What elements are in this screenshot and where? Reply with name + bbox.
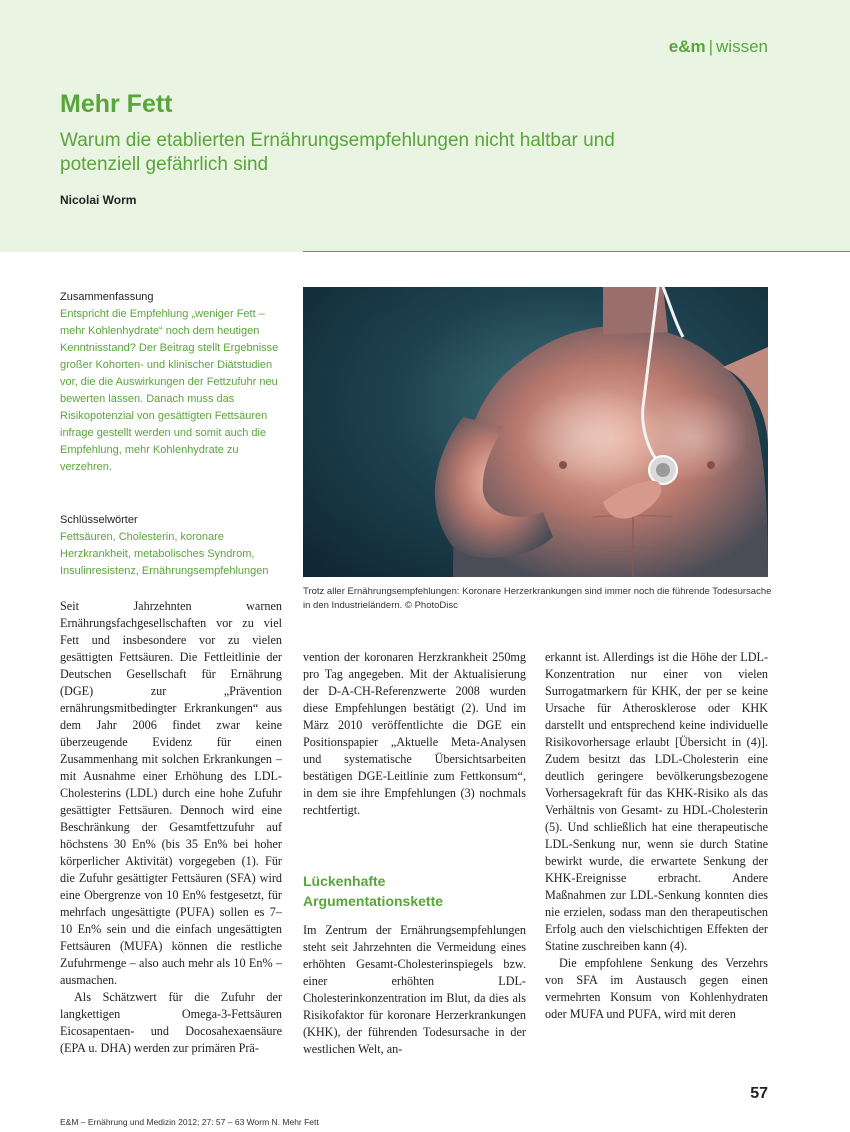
journal-separator: | [708, 37, 714, 56]
keywords-label: Schlüsselwörter [60, 514, 138, 526]
body-paragraph: Seit Jahrzehnten warnen Ernährungsfachgesellschaften vor zu viel Fett und insbesondere vor zu vielen gesättigten Fettsäuren. Die Fettleitlinie der Deutschen Gesellschaft für Ernährung (DGE) zur „Prävention ernährungsmitbedingter Erkrankungen“ aus dem Jahr 2006 findet zwar keine überzeugende Evidenz für einen Zusammenhang mit solchen Erkrankungen – mit Ausnahme einer Erhöhung des LDL-Cholesterins (LDL) durch eine hohe Zufuhr gesättigter Fettsäuren. Dennoch wird eine Beschränkung der Gesamtfettzufuhr auf höchstens 30 En% (bis 35 En% bei hoher körperlicher Aktivität) vorgegeben (1). Für die Zufuhr gesättigter Fettsäuren (SFA) wird eine Obergrenze von 10 En% festgesetzt, für mehrfach ungesättigte (PUFA) sollen es 7–10 En% sein und die einfach ungesättigten Fettsäuren (MUFA) können die restliche Zufuhrmenge – also auch mehr als 10 En% – ausmachen. [60, 599, 282, 987]
body-paragraph: Im Zentrum der Ernährungsempfehlungen steht seit Jahrzehnten die Vermeidung eines erhöhten Gesamt-Cholesterinspiegels bzw. einer erhöhten LDL-Cholesterinkonzentration im Blut, da dies als Risikofaktor für koronare Herzerkrankungen (KHK), der führenden Todesursache in der westlichen Welt, an- [303, 923, 526, 1056]
abstract [60, 289, 285, 476]
body-column-3 [545, 649, 768, 1023]
journal-section: wissen [716, 37, 768, 56]
body-column-1 [60, 598, 282, 1057]
article-subtitle: Warum die etablierten Ernährungsempfehlungen nicht haltbar und potenziell gefährlich sind [60, 130, 615, 175]
keywords [60, 512, 285, 580]
footer-citation: E&M – Ernährung und Medizin 2012; 27: 57 – 63 Worm N. Mehr Fett [60, 1117, 319, 1127]
section-heading: Lückenhafte Argumentationskette [303, 873, 444, 909]
header-divider [303, 251, 850, 252]
journal-brand: e&m [668, 37, 706, 56]
xray-torso-stethoscope-illustration [303, 287, 768, 577]
article-photo [303, 287, 768, 577]
page-number: 57 [750, 1085, 768, 1102]
body-paragraph: Als Schätzwert für die Zufuhr der langkettigen Omega-3-Fettsäuren Eicosapentaen- und Docosahexaensäure (EPA u. DHA) werden zur primären Prä- [60, 990, 282, 1055]
author-name: Nicolai Worm [60, 193, 137, 207]
body-column-2-top [303, 649, 526, 819]
abstract-label: Zusammenfassung [60, 291, 154, 303]
abstract-text: Entspricht die Empfehlung „weniger Fett – mehr Kohlenhydrate“ noch dem heutigen Kenntnisstand? Der Beitrag stellt Ergebnisse großer Kohorten- und klinischer Diätstudien vor, die die Auswirkungen der Fettzufuhr neu bewerten lassen. Danach muss das Risikopotenzial von gesättigten Fettsäuren infrage gestellt werden und somit auch die Empfehlung, mehr Kohlenhydrate zu verzehren. [60, 308, 279, 473]
body-paragraph: vention der koronaren Herzkrankheit 250mg pro Tag angegeben. Mit der Aktualisierung der D-A-CH-Referenzwerte 2008 wurden diese Empfehlungen bestätigt (2). Und im März 2010 veröffentlichte die DGE ein Positionspapier „Aktuelle Meta-Analysen und systematische Übersichtsarbeiten bestätigen DGE-Leitlinie zum Fettkonsum“, in dem sie ihre Empfehlungen (3) nochmals rechtfertigt. [303, 650, 526, 817]
body-paragraph: Die empfohlene Senkung des Verzehrs von SFA im Austausch gegen einen vermehrten Konsum von Kohlenhydraten oder MUFA und PUFA, wird mit deren [545, 956, 768, 1021]
body-column-2-bottom [303, 922, 526, 1058]
article-title: Mehr Fett [60, 90, 173, 118]
journal-tag [669, 37, 768, 57]
body-paragraph: erkannt ist. Allerdings ist die Höhe der LDL-Konzentration nur einer von vielen Surrogatmarkern für KHK, der per se keine Ursache für Atherosklerose oder KHK darstellt und entsprechend keine individuelle Risikovorhersage erlaubt [Übersicht in (4)]. Zudem besitzt das LDL-Cholesterin eine deutlich geringere bevölkerungsbezogene Vorhersagekraft für das KHK-Risiko als das Verhältnis von Gesamt- zu HDL-Cholesterin (5). Und schließlich hat eine therapeutische LDL-Senkung nur, wenn sie durch Statine bewirkt wurde, die erwartete Senkung der KHK-Ereignisse erbracht. Andere Maßnahmen zur LDL-Senkung konnten dies nie erzielen, sodass man den therapeutischen Erfolg auch den vielschichtigen Effekten der Statine zuschreiben kann (4). [545, 650, 768, 953]
figure-caption: Trotz aller Ernährungsempfehlungen: Koronare Herzerkrankungen sind immer noch die führende Todesursache in den Industrieländern. © PhotoDisc [303, 586, 772, 611]
keywords-text: Fettsäuren, Cholesterin, koronare Herzkrankheit, metabolisches Syndrom, Insulinresistenz, Ernährungsempfehlungen [60, 531, 269, 577]
